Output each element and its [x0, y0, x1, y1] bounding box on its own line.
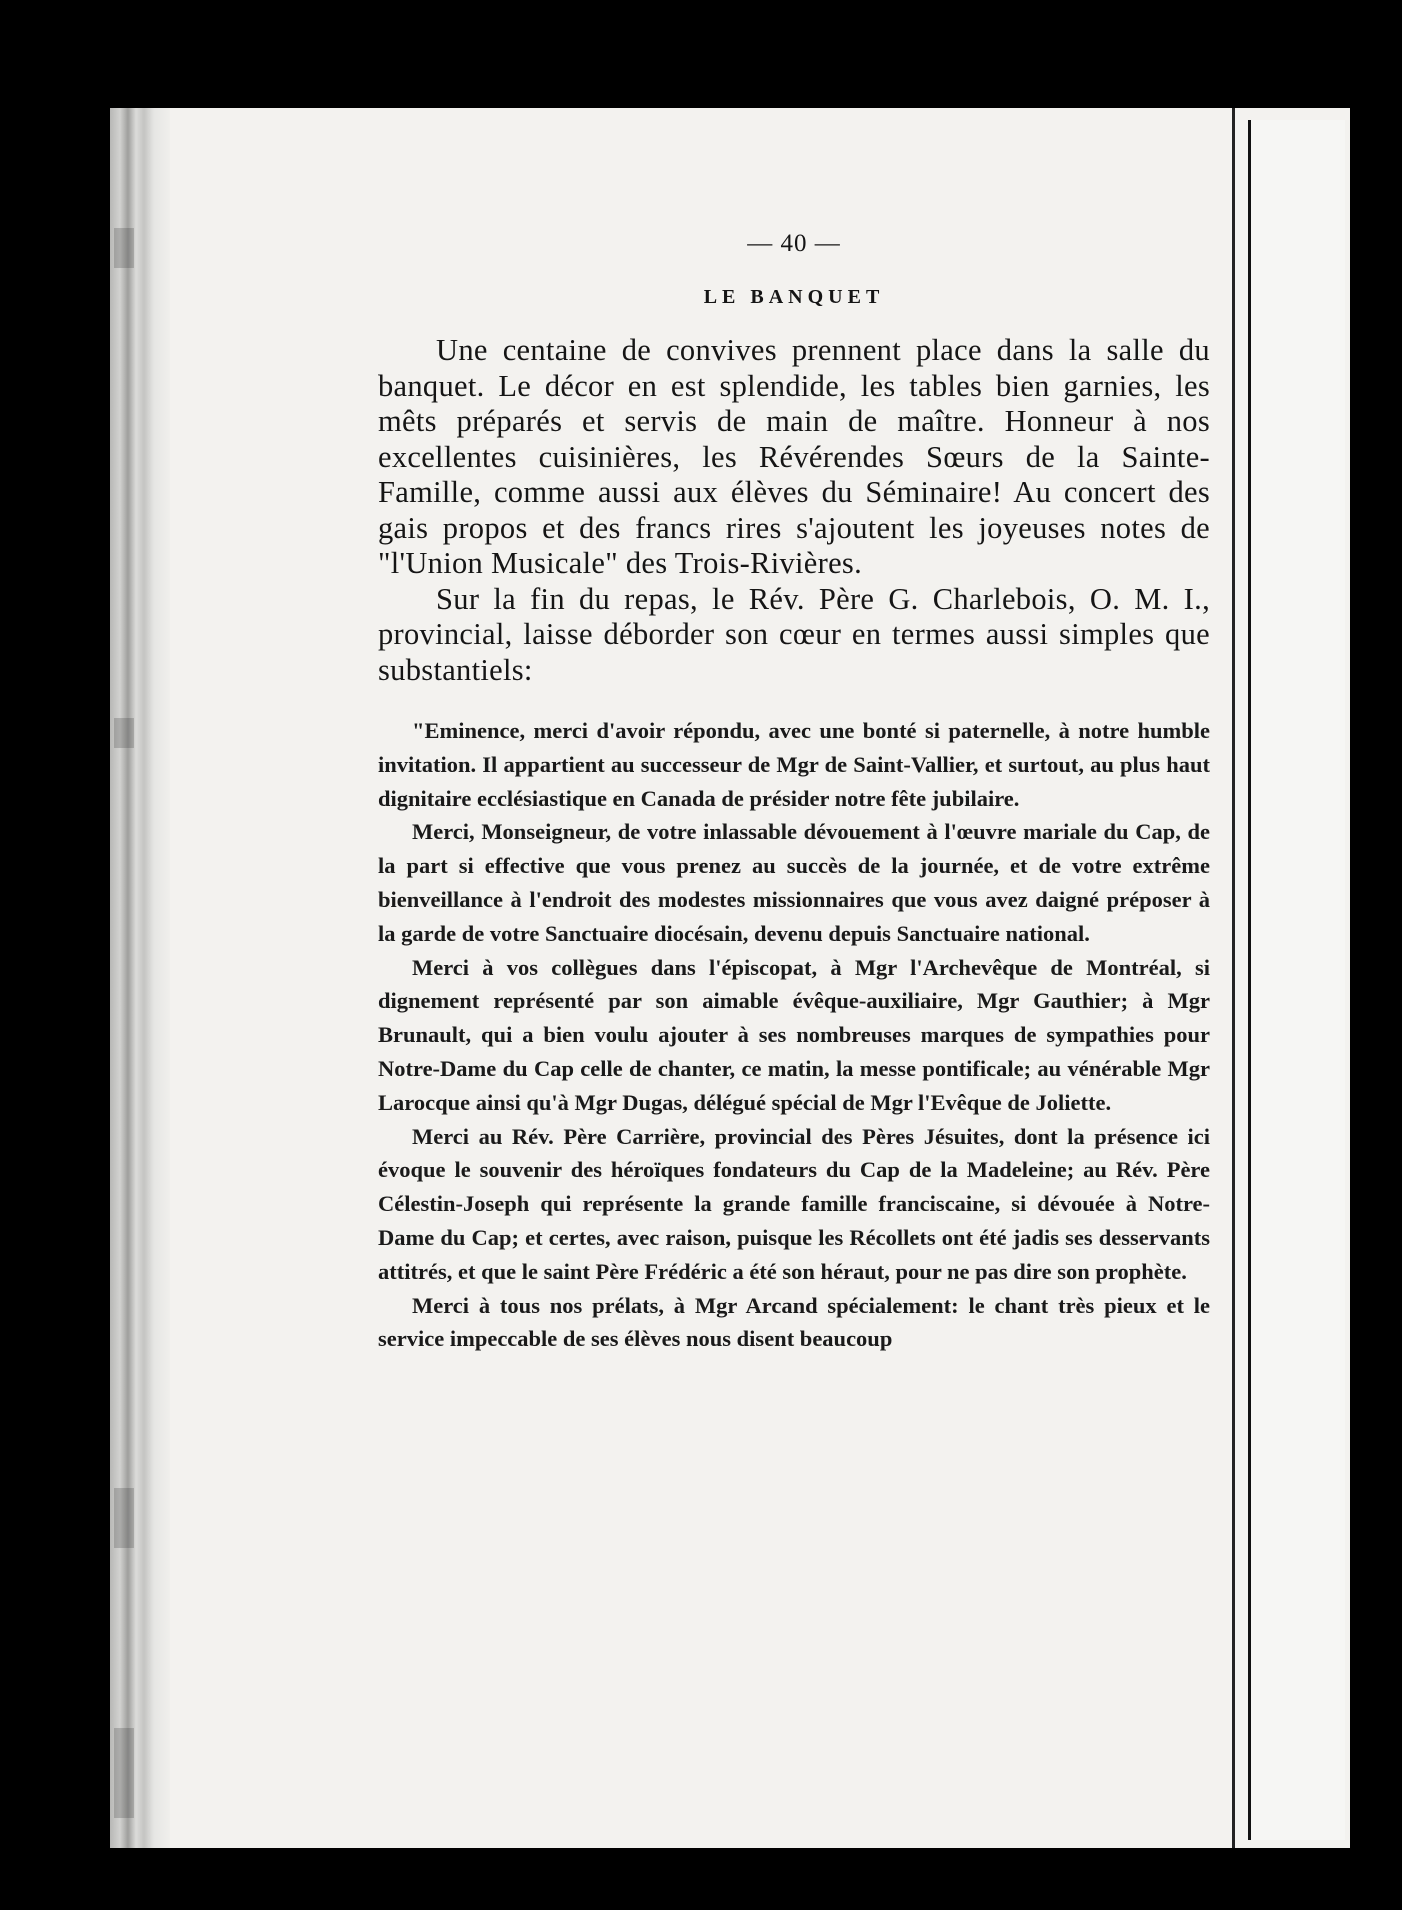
spine-mark: [114, 1728, 134, 1818]
speech-quote: [378, 714, 1210, 1356]
speech-paragraph: Merci à tous nos prélats, à Mgr Arcand spécialement: le chant très pieux et le service impeccable de ses élèves nous disent beaucoup: [378, 1292, 1210, 1352]
body-paragraph: Sur la fin du repas, le Rév. Père G. Charlebois, O. M. I., provincial, laisse déborder son cœur en termes aussi simples que substantiels:: [378, 581, 1210, 687]
speech-paragraph: Merci, Monseigneur, de votre inlassable dévouement à l'œuvre mariale du Cap, de la part si effective que vous prenez au succès de la journée, et de votre extrême bienveillance à l'endroit des modestes missionnaires que vous avez daigné préposer à la garde de votre Sanctuaire diocésain, devenu depuis Sanctuaire national.: [378, 819, 1210, 946]
next-page-edge: [1248, 120, 1345, 1840]
spine-mark: [114, 228, 134, 268]
book-spine-shadow: [110, 108, 170, 1848]
spine-mark: [114, 1488, 134, 1548]
speech-paragraph: "Eminence, merci d'avoir répondu, avec une bonté si paternelle, à notre humble invitation. Il appartient au successeur de Mgr de Saint-Vallier, et surtout, au plus haut dignitaire ecclésiastique en Canada de présider notre fête jubilaire.: [378, 718, 1210, 811]
page-number: — 40 —: [747, 230, 841, 257]
page-text: [378, 230, 1210, 1356]
speech-paragraph: Merci à vos collègues dans l'épiscopat, à Mgr l'Archevêque de Montréal, si dignement représenté par son aimable évêque-auxiliaire, Mgr Gauthier; à Mgr Brunault, qui a bien voulu ajouter à ses nombreuses marques de sympathies pour Notre-Dame du Cap celle de chanter, ce matin, la messe pontificale; au vénérable Mgr Larocque ainsi qu'à Mgr Dugas, délégué spécial de Mgr l'Evêque de Joliette.: [378, 954, 1210, 1115]
body-paragraph: Une centaine de convives prennent place dans la salle du banquet. Le décor en est splendide, les tables bien garnies, les mêts préparés et servis de main de maître. Honneur à nos excellentes cuisinières, les Révérendes Sœurs de la Sainte-Famille, comme aussi aux élèves du Séminaire! Au concert des gais propos et des francs rires s'ajoutent les joyeuses notes de "l'Union Musicale" des Trois-Rivières.: [378, 333, 1210, 580]
spine-mark: [114, 718, 134, 748]
section-heading: LE BANQUET: [703, 286, 885, 308]
page-fold-line: [1232, 108, 1235, 1848]
speech-paragraph: Merci au Rév. Père Carrière, provincial des Pères Jésuites, dont la présence ici évoque le souvenir des héroïques fondateurs du Cap de la Madeleine; au Rév. Père Célestin-Joseph qui représente la grande famille franciscaine, si dévouée à Notre-Dame du Cap; et certes, avec raison, puisque les Récollets ont été jadis ses desservants attitrés, et que le saint Père Frédéric a été son héraut, pour ne pas dire son prophète.: [378, 1123, 1210, 1284]
